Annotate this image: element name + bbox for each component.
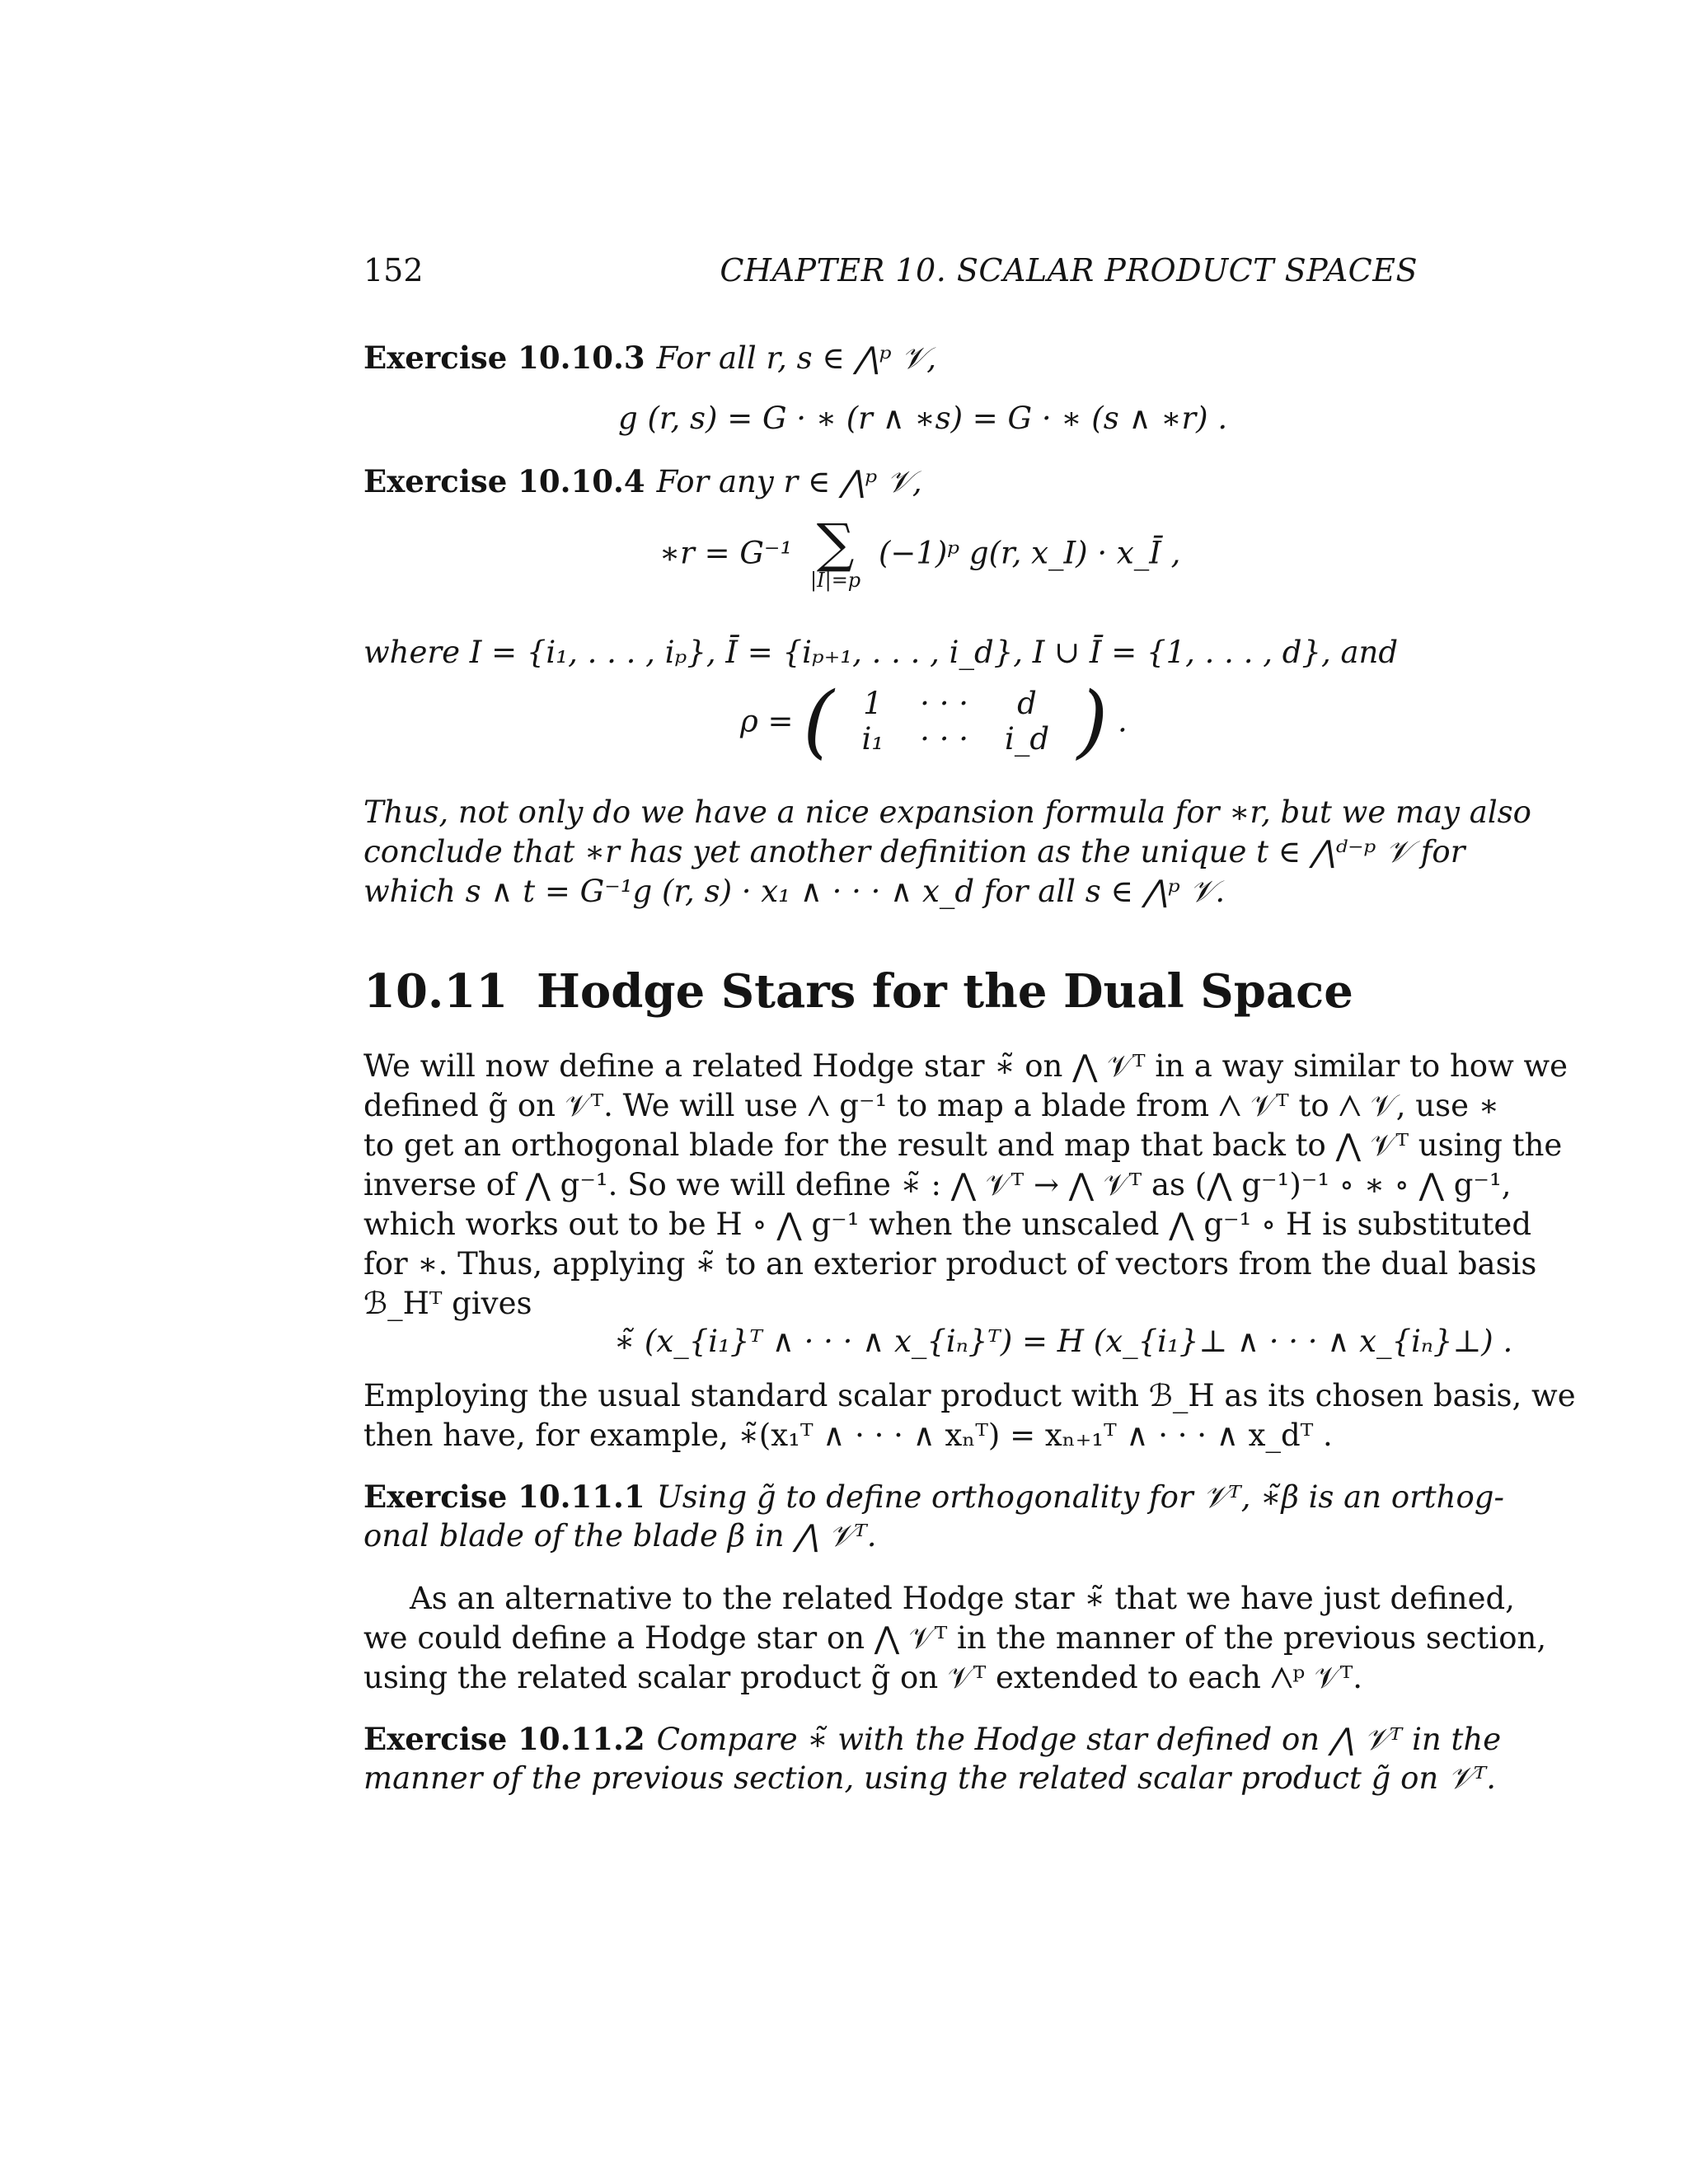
matrix-cell: i_d [1004,721,1050,757]
summation [810,513,861,592]
paragraph-line: Employing the usual standard scalar product with ℬ_H as its chosen basis, we [363,1378,1576,1413]
exercise-statement-line: onal blade of the blade β in ⋀ 𝒱ᵀ. [363,1518,877,1554]
paragraph-line: inverse of ⋀ g⁻¹. So we will define ∗̃ : ⋀ 𝒱ᵀ → ⋀ 𝒱ᵀ as (⋀ g⁻¹)⁻¹ ∘ ∗ ∘ ⋀ g⁻¹, [363,1167,1512,1202]
rho-end: . [1118,703,1128,739]
exercise-label: Exercise 10.11.2 [363,1721,645,1757]
paragraph-line: We will now define a related Hodge star ∗̃ on ⋀ 𝒱ᵀ in a way similar to how we [363,1048,1568,1084]
matrix-cell: · · · [920,721,968,757]
thus-line: which s ∧ t = G⁻¹g (r, s) · x₁ ∧ · · · ∧ x_d for all s ∈ ⋀ᵖ 𝒱. [363,874,1226,909]
section-title: Hodge Stars for the Dual Space [537,964,1353,1019]
exercise-statement: For all r, s ∈ ⋀ᵖ 𝒱, [656,340,937,376]
paragraph-line: which works out to be H ∘ ⋀ g⁻¹ when the unscaled ⋀ g⁻¹ ∘ H is substituted [363,1207,1532,1242]
exercise-10-11-1 [363,1477,1504,1517]
exercise-10-11-2 [363,1719,1502,1760]
left-paren-icon: ( [803,675,834,767]
matrix-cell: d [1017,686,1037,721]
equation-rhs: (−1)ᵖ g(r, x_I) · x_Ī , [878,535,1181,571]
section-heading [363,964,1353,1019]
display-equation: g (r, s) = G · ∗ (r ∧ ∗s) = G · ∗ (s ∧ ∗r) . [618,401,1228,436]
hodge-star-expansion-equation [659,513,1181,592]
paragraph-line: then have, for example, ∗̃(x₁ᵀ ∧ · · · ∧ xₙᵀ) = xₙ₊₁ᵀ ∧ · · · ∧ x_dᵀ . [363,1418,1333,1453]
exercise-10-10-4 [363,462,1418,502]
equation-lhs: ∗r = G⁻¹ [659,535,793,571]
rho-permutation-equation [740,675,1128,767]
matrix-cell: · · · [920,686,968,721]
matrix-cell: i₁ [861,721,884,757]
matrix-cell: 1 [863,686,883,721]
sum-limit: |I|=p [810,569,861,592]
page-number: 152 [363,252,424,288]
sigma-icon: ∑ [816,513,855,574]
paragraph-line: As an alternative to the related Hodge star ∗̃ that we have just defined, [410,1581,1515,1616]
exercise-statement-line: manner of the previous section, using the related scalar product g̃ on 𝒱ᵀ. [363,1760,1497,1796]
paragraph-line: for ∗. Thus, applying ∗̃ to an exterior product of vectors from the dual basis [363,1246,1537,1282]
paragraph-line: using the related scalar product g̃ on 𝒱ᵀ extended to each ⋀ᵖ 𝒱ᵀ. [363,1660,1363,1695]
exercise-label: Exercise 10.10.4 [363,463,645,499]
exercise-statement: Using g̃ to define orthogonality for 𝒱ᵀ, ∗̃β is an orthog- [656,1479,1504,1515]
section-number: 10.11 [363,964,509,1019]
thus-line: Thus, not only do we have a nice expansion formula for ∗r, but we may also [363,794,1531,830]
exercise-statement: Compare ∗̃ with the Hodge star defined on ⋀ 𝒱ᵀ in the [656,1722,1502,1757]
right-paren-icon: ) [1076,675,1109,767]
paragraph-line: to get an orthogonal blade for the result and map that back to ⋀ 𝒱ᵀ using the [363,1127,1563,1163]
display-equation: ∗̃ (x_{i₁}ᵀ ∧ · · · ∧ x_{iₙ}ᵀ) = H (x_{i₁}⊥ ∧ · · · ∧ x_{iₙ}⊥) . [614,1324,1513,1359]
where-clause: where I = {i₁, . . . , iₚ}, Ī = {iₚ₊₁, . . . , i_d}, I ∪ Ī = {1, . . . , d}, and [363,635,1399,670]
exercise-label: Exercise 10.10.3 [363,340,645,376]
paragraph-line: ℬ_Hᵀ gives [363,1286,532,1321]
exercise-10-10-3 [363,338,1418,378]
exercise-statement: For any r ∈ ⋀ᵖ 𝒱, [656,464,922,499]
chapter-running-title: CHAPTER 10. SCALAR PRODUCT SPACES [720,252,1418,288]
rho-lhs: ρ = [740,703,794,739]
thus-line: conclude that ∗r has yet another definition as the unique t ∈ ⋀ᵈ⁻ᵖ 𝒱 for [363,834,1465,869]
paragraph-line: we could define a Hodge star on ⋀ 𝒱ᵀ in the manner of the previous section, [363,1620,1547,1656]
paragraph-line: defined g̃ on 𝒱ᵀ. We will use ⋀ g⁻¹ to map a blade from ⋀ 𝒱ᵀ to ⋀ 𝒱, use ∗ [363,1088,1499,1123]
exercise-label: Exercise 10.11.1 [363,1479,645,1515]
permutation-matrix [844,686,1068,757]
